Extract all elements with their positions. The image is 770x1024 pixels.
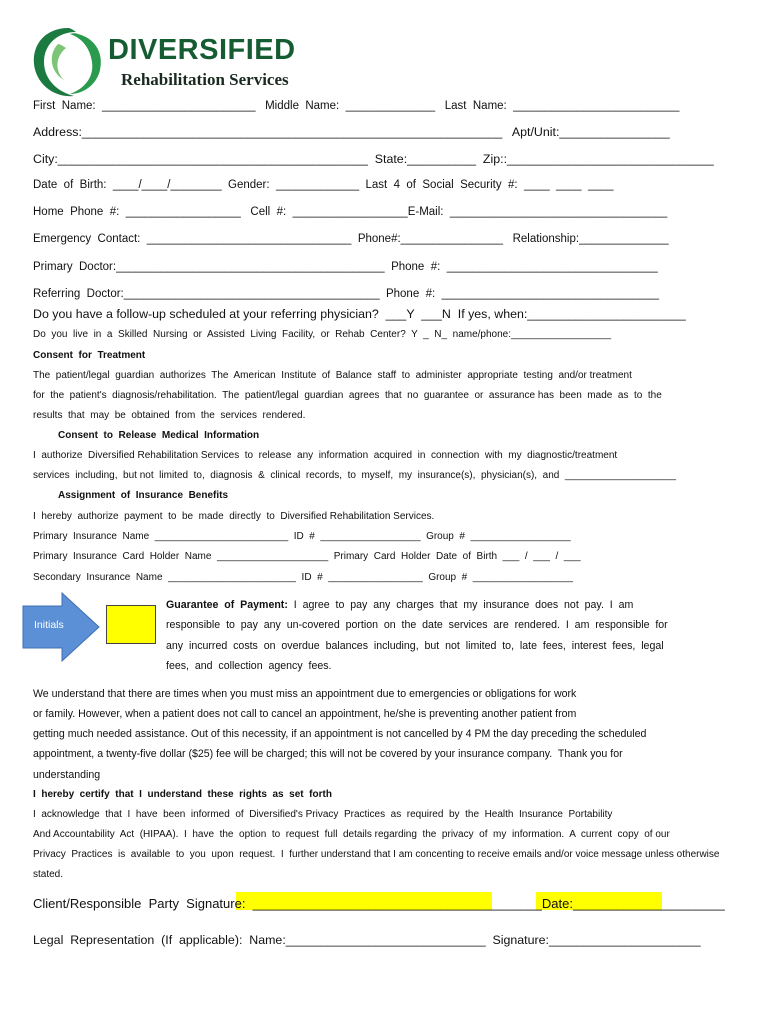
hipaa-text-2: And Accountability Act (HIPAA). I have the option to request full details regarding the privacy of my information. A current copy of our [33,829,670,840]
address-field[interactable]: Address:_____________________________________________________________ Apt/Unit:________________ [33,125,670,139]
guarantee-text-0: I agree to pay any charges that my insurance does not pay. I am [287,599,634,611]
city-state-zip-fields[interactable]: City:_____________________________________________ State:__________ Zip::______________________________ [33,152,714,166]
emergency-contact-fields[interactable]: Emergency Contact: ________________________________ Phone#:________________ Relationship:______________ [33,233,669,245]
certify-heading: I hereby certify that I understand these rights as set forth [33,789,332,800]
referring-doctor-fields[interactable]: Referring Doctor:________________________________________ Phone #: __________________________________ [33,288,660,300]
hipaa-text-1: I acknowledge that I have been informed of Diversified's Privacy Practices as required by the Health Insurance Portability [33,809,613,820]
name-fields[interactable]: First Name: ________________________ Middle Name: ______________ Last Name: __________________________ [33,100,680,112]
primary-insurance-fields[interactable]: Primary Insurance Name ________________________ ID # __________________ Group # __________________ [33,531,571,542]
followup-question[interactable]: Do you have a follow-up scheduled at your referring physician? ___Y ___N If yes, when:_______________________ [33,307,686,321]
cancellation-text-3: getting much needed assistance. Out of this necessity, if an appointment is not cancelled by 4 PM the day preceding the scheduled [33,728,647,740]
release-text-2[interactable]: services including, but not limited to, diagnosis & clinical records, to myself, my insurance(s), physician(s), and ____________________ [33,470,677,481]
hipaa-text-3: Privacy Practices is available to you upon request. I further understand that I am concenting to receive emails and/or voice message unless otherwise [33,849,720,860]
dob-gender-ssn-fields[interactable]: Date of Birth: ____/____/________ Gender: _____________ Last 4 of Social Security #: ____ ____ ____ [33,179,614,191]
release-text-1: I authorize Diversified Rehabilitation Services to release any information acquired in connection with my diagnostic/treatment [33,450,618,461]
insurance-heading: Assignment of Insurance Benefits [58,490,229,501]
initials-label: Initials [34,619,64,631]
consent-heading: Consent for Treatment [33,350,146,361]
secondary-insurance-fields[interactable]: Secondary Insurance Name _______________________ ID # _________________ Group # __________________ [33,572,573,583]
cancellation-text-1: We understand that there are times when you must miss an appointment due to emergencies or obligations for work [33,688,577,700]
guarantee-first-line [166,599,633,611]
phone-email-fields[interactable]: Home Phone #: __________________ Cell #: __________________E-Mail: __________________________________ [33,206,668,218]
consent-text-2: for the patient's diagnosis/rehabilitation. The patient/legal guardian agrees that no guarantee or assurance has been made as to the [33,390,662,401]
guarantee-text-3: fees, and collection agency fees. [166,660,332,672]
insurance-authorize-text: I hereby authorize payment to be made directly to Diversified Rehabilitation Services. [33,511,435,522]
guarantee-heading: Guarantee of Payment: [166,599,288,611]
primary-doctor-fields[interactable]: Primary Doctor:__________________________________________ Phone #: _________________________________ [33,261,658,273]
facility-question[interactable]: Do you live in a Skilled Nursing or Assisted Living Facility, or Rehab Center? Y _ N_ name/phone:__________________ [33,329,612,340]
logo-subtitle: Rehabilitation Services [121,70,289,89]
initials-box[interactable] [106,605,156,644]
guarantee-text-2: any incurred costs on overdue balances including, but not limited to, late fees, interest fees, legal [166,640,664,652]
consent-text-3: results that may be obtained from the services rendered. [33,410,306,421]
release-heading: Consent to Release Medical Information [58,430,260,441]
legal-representation-field[interactable]: Legal Representation (If applicable): Name:_____________________________ Signature:______________________ [33,933,701,947]
company-logo [28,22,328,104]
cancellation-text-5: understanding [33,769,101,781]
consent-text-1: The patient/legal guardian authorizes The American Institute of Balance staff to administer appropriate testing and/or treatment [33,370,632,381]
client-signature-field[interactable]: Client/Responsible Party Signature: ________________________________________Date:_____________________ [33,896,725,911]
guarantee-text-1: responsible to pay any un-covered portion on the date services are rendered. I am responsible for [166,619,668,631]
swirl-logo-icon [28,22,110,102]
hipaa-text-4: stated. [33,869,64,880]
cancellation-text-4: appointment, a twenty-five dollar ($25) fee will be charged; this will not be covered by your insurance company. Thank you for [33,748,623,760]
card-holder-fields[interactable]: Primary Insurance Card Holder Name ____________________ Primary Card Holder Date of Birth ___ / ___ / ___ [33,551,581,562]
cancellation-text-2: or family. However, when a patient does not call to cancel an appointment, he/she is preventing another patient from [33,708,577,720]
logo-name: DIVERSIFIED [108,34,296,66]
